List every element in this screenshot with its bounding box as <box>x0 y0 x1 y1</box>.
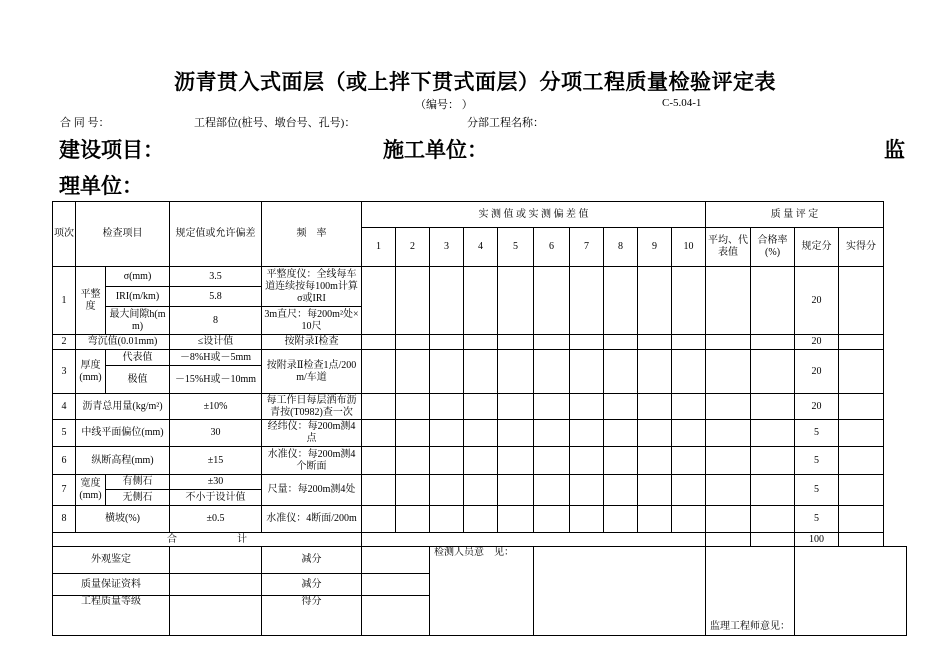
header-actual-score: 实得分 <box>839 228 884 267</box>
quality-docs-label: 质量保证资料 <box>53 574 170 596</box>
header-spec-score: 规定分 <box>795 228 839 267</box>
supervisor-label-end: 理单位： <box>59 174 143 198</box>
row-2-score: 20 <box>795 335 839 350</box>
row-6-frequency: 水准仪：每200m测4个断面 <box>262 447 362 475</box>
total-label: 合 计 <box>53 533 362 547</box>
total-score: 100 <box>795 533 839 547</box>
header-check-item: 检查项目 <box>76 202 170 267</box>
header-col-2: 2 <box>396 228 430 267</box>
row-7-sub-2: 无侧石 <box>106 490 170 506</box>
row-4-frequency: 每工作日每层洒布沥青按(T0982)查一次 <box>262 394 362 420</box>
row-5-score: 5 <box>795 420 839 447</box>
row-3-frequency: 按附录Ⅱ检查1点/200m/车道 <box>262 350 362 394</box>
serial-number: （编号： ） <box>415 99 473 111</box>
header-spec: 规定值或允许偏差 <box>170 202 262 267</box>
row-1-no: 1 <box>53 267 76 335</box>
row-4-name: 沥青总用量(kg/m²) <box>76 394 170 420</box>
row-2-name: 弯沉值(0.01mm) <box>76 335 170 350</box>
inspector-opinion-label: 检测人员意 见： <box>430 547 534 636</box>
row-3-score: 20 <box>795 350 839 394</box>
row-1-score: 20 <box>795 267 839 335</box>
page-title: 沥青贯入式面层（或上拌下贯式面层）分项工程质量检验评定表 <box>174 70 776 94</box>
quality-docs-value[interactable] <box>170 574 262 596</box>
contract-no-label: 合 同 号： <box>60 117 110 129</box>
row-8-frequency: 水准仪：4断面/200m <box>262 506 362 533</box>
work-location-label: 工程部位(桩号、墩台号、孔号)： <box>194 117 356 129</box>
header-col-6: 6 <box>534 228 570 267</box>
row-5-name: 中线平面偏位(mm) <box>76 420 170 447</box>
row-6-score: 5 <box>795 447 839 475</box>
row-8-no: 8 <box>53 506 76 533</box>
row-6-spec: ±15 <box>170 447 262 475</box>
row-3-sub-2-spec: －15%H或－10mm <box>170 366 262 394</box>
deduction-label-1: 减分 <box>262 547 362 574</box>
header-col-7: 7 <box>570 228 604 267</box>
row-1-sub-2: IRI(m/km) <box>106 287 170 307</box>
row-7-sub-2-spec: 不小于设计值 <box>170 490 262 506</box>
row-1-group: 平整度 <box>76 267 106 335</box>
score-value[interactable] <box>362 596 430 636</box>
header-item-no: 项次 <box>53 202 76 267</box>
row-2-no: 2 <box>53 335 76 350</box>
appearance-check-value[interactable] <box>170 547 262 574</box>
contractor-label: 施工单位： <box>383 138 488 162</box>
inspector-opinion-value[interactable] <box>534 547 706 636</box>
row-1-sub-3-spec: 8 <box>170 307 262 335</box>
header-col-4: 4 <box>464 228 498 267</box>
row-6-name: 纵断高程(mm) <box>76 447 170 475</box>
deduction-value-2[interactable] <box>362 574 430 596</box>
row-1-frequency-1: 平整度仪：全线每车道连续按每100m计算σ或IRI <box>262 267 362 307</box>
row-1-sub-1-spec: 3.5 <box>170 267 262 287</box>
row-7-frequency: 尺量：每200m测4处 <box>262 475 362 506</box>
row-5-frequency: 经纬仪：每200m测4点 <box>262 420 362 447</box>
row-8-score: 5 <box>795 506 839 533</box>
row-4-no: 4 <box>53 394 76 420</box>
row-3-group: 厚度(mm) <box>76 350 106 394</box>
header-col-8: 8 <box>604 228 638 267</box>
row-3-sub-1: 代表值 <box>106 350 170 366</box>
row-1-frequency-2: 3m直尺：每200m²处×10尺 <box>262 307 362 335</box>
header-col-9: 9 <box>638 228 672 267</box>
header-col-10: 10 <box>672 228 706 267</box>
quality-grade-label: 工程质量等级 <box>53 596 170 636</box>
header-quality-rating: 质 量 评 定 <box>706 202 884 228</box>
row-7-sub-1-spec: ±30 <box>170 475 262 490</box>
row-1-sub-3: 最大间隙h(mm) <box>106 307 170 335</box>
row-5-spec: 30 <box>170 420 262 447</box>
row-7-score: 5 <box>795 475 839 506</box>
supervisor-label-start: 监 <box>884 138 905 162</box>
row-1-sub-1: σ(mm) <box>106 267 170 287</box>
row-2-frequency: 按附录Ⅰ检查 <box>262 335 362 350</box>
row-4-spec: ±10% <box>170 394 262 420</box>
row-5-no: 5 <box>53 420 76 447</box>
deduction-label-2: 减分 <box>262 574 362 596</box>
subproject-label: 分部工程名称： <box>467 117 544 129</box>
row-2-spec: ≤设计值 <box>170 335 262 350</box>
form-code: C-5.04-1 <box>662 97 702 109</box>
row-7-no: 7 <box>53 475 76 506</box>
quality-grade-value[interactable] <box>170 596 262 636</box>
row-1-sub-2-spec: 5.8 <box>170 287 262 307</box>
appearance-check-label: 外观鉴定 <box>53 547 170 574</box>
header-pass-rate: 合格率(%) <box>751 228 795 267</box>
inspection-table <box>52 201 907 636</box>
deduction-value-1[interactable] <box>362 547 430 574</box>
header-col-3: 3 <box>430 228 464 267</box>
header-frequency: 频 率 <box>262 202 362 267</box>
row-8-spec: ±0.5 <box>170 506 262 533</box>
row-7-group: 宽度(mm) <box>76 475 106 506</box>
row-8-name: 横坡(%) <box>76 506 170 533</box>
row-4-score: 20 <box>795 394 839 420</box>
header-average: 平均、代表值 <box>706 228 751 267</box>
project-label: 建设项目： <box>59 138 164 162</box>
row-3-sub-1-spec: －8%H或－5mm <box>170 350 262 366</box>
row-7-sub-1: 有侧石 <box>106 475 170 490</box>
score-label: 得分 <box>262 596 362 636</box>
row-3-sub-2: 极值 <box>106 366 170 394</box>
supervisor-opinion-value[interactable] <box>795 547 907 636</box>
header-col-5: 5 <box>498 228 534 267</box>
row-3-no: 3 <box>53 350 76 394</box>
row-6-no: 6 <box>53 447 76 475</box>
header-measured-values: 实 测 值 或 实 测 偏 差 值 <box>362 202 706 228</box>
header-col-1: 1 <box>362 228 396 267</box>
supervisor-opinion-label: 监理工程师意见： <box>706 547 795 636</box>
